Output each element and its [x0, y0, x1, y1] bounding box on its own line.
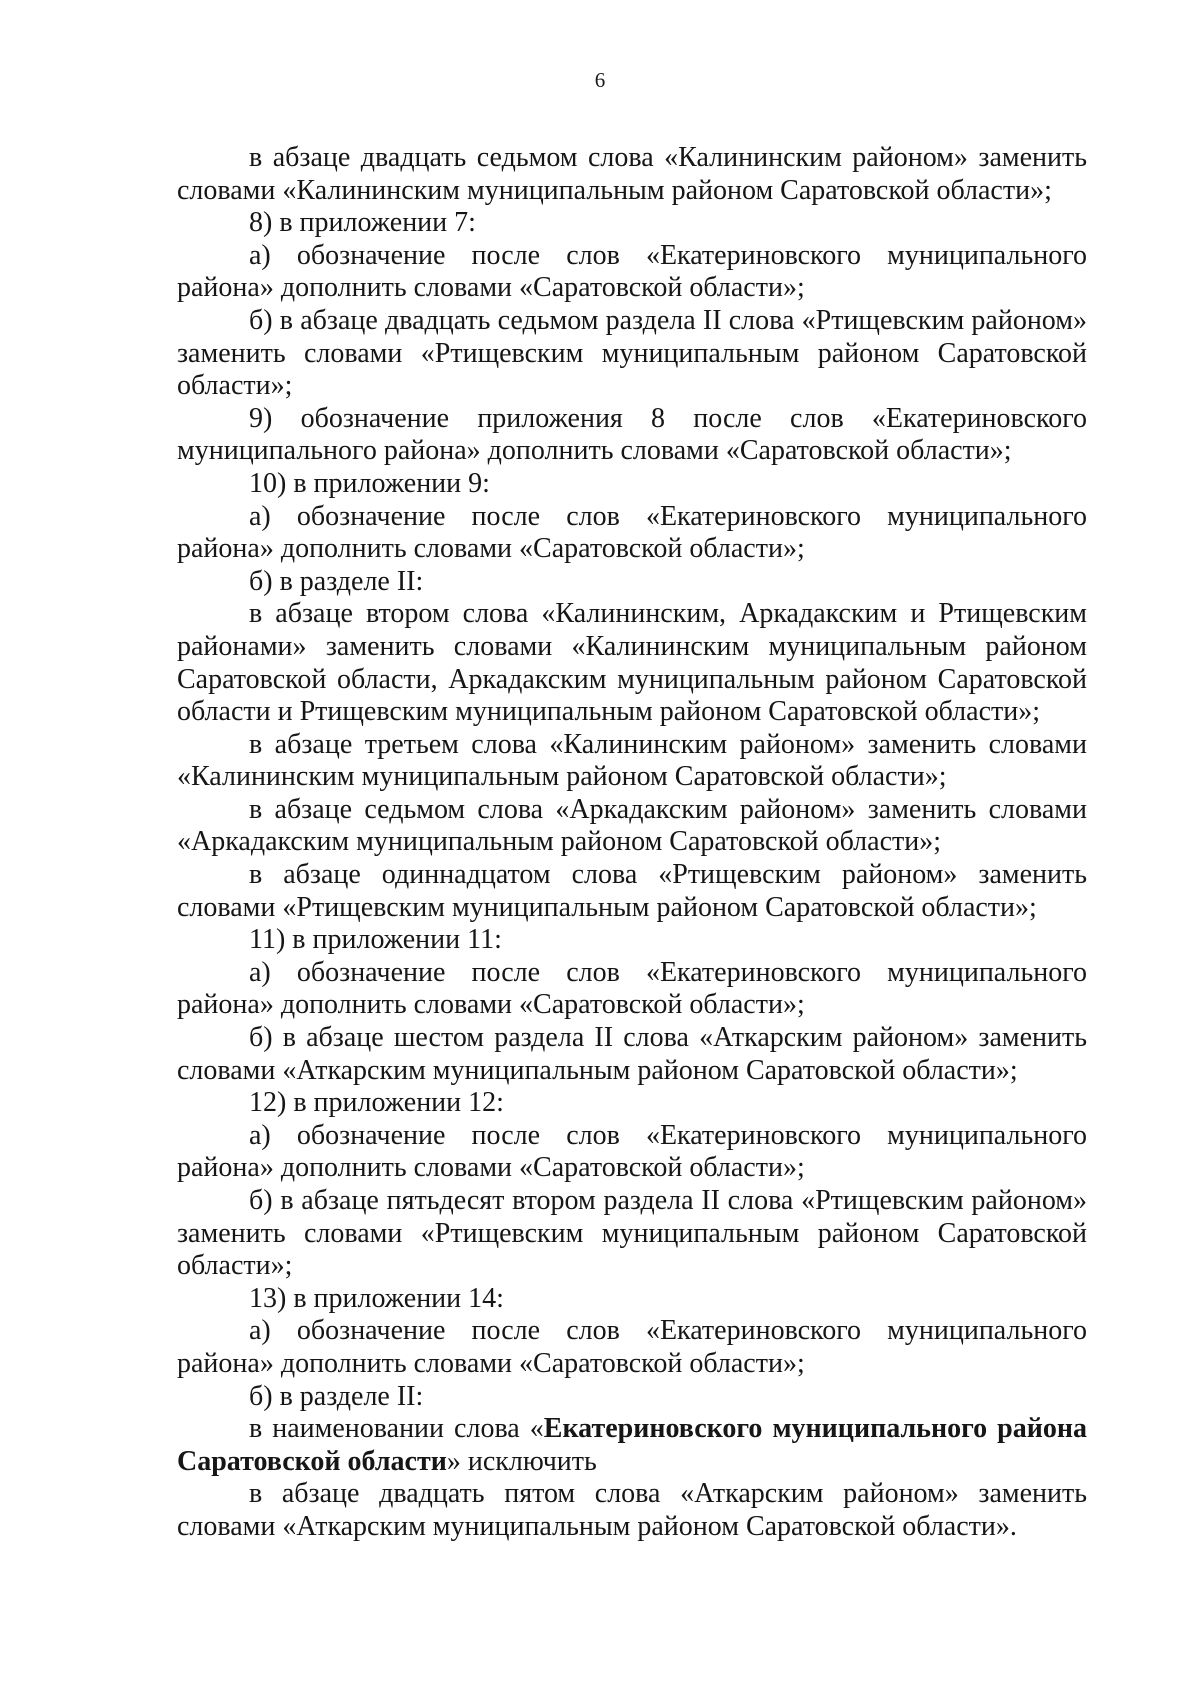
paragraph: б) в абзаце шестом раздела II слова «Аткарским районом» заменить словами «Аткарским муниципальным районом Саратовской области»;	[177, 1022, 1087, 1086]
paragraph: б) в разделе II:	[249, 565, 424, 597]
text-prefix: в наименовании слова «	[249, 1413, 544, 1445]
paragraph: 9) обозначение приложения 8 после слов «Екатериновского муниципального района» дополнить словами «Саратовской области»;	[177, 402, 1087, 467]
paragraph: в абзаце двадцать пятом слова «Аткарским районом» заменить словами «Аткарским муниципальным районом Саратовской области».	[177, 1478, 1087, 1542]
paragraph: б) в абзаце пятьдесят втором раздела II слова «Ртищевским районом» заменить словами «Ртищевским муниципальным районом Саратовской области»;	[177, 1185, 1087, 1282]
paragraph: а) обозначение после слов «Екатериновского муниципального района» дополнить словами «Саратовской области»;	[177, 956, 1087, 1021]
paragraph: б) в абзаце двадцать седьмом раздела II слова «Ртищевским районом» заменить словами «Ртищевским муниципальным районом Саратовской области»;	[177, 304, 1087, 402]
text-suffix: » исключить	[446, 1445, 597, 1477]
paragraph: а) обозначение после слов «Екатериновского муниципального района» дополнить словами «Саратовской области»;	[177, 500, 1087, 565]
page-number: 6	[594, 68, 606, 92]
paragraph: а) обозначение после слов «Екатериновского муниципального района» дополнить словами «Саратовской области»;	[177, 239, 1087, 304]
paragraph: в абзаце одиннадцатом слова «Ртищевским районом» заменить словами «Ртищевским муниципальным районом Саратовской области»;	[177, 859, 1087, 923]
paragraph: в абзаце седьмом слова «Аркадакским районом» заменить словами «Аркадакским муниципальным районом Саратовской области»;	[177, 793, 1087, 858]
paragraph: б) в разделе II:	[249, 1380, 424, 1412]
paragraph: 10) в приложении 9:	[249, 467, 490, 499]
paragraph: 12) в приложении 12:	[249, 1087, 504, 1119]
paragraph: 11) в приложении 11:	[249, 924, 502, 956]
paragraph-with-bold	[177, 1413, 1087, 1478]
paragraph: 13) в приложении 14:	[249, 1282, 504, 1314]
paragraph: в абзаце третьем слова «Калининским районом» заменить словами «Калининским муниципальным районом Саратовской области»;	[177, 728, 1087, 793]
paragraph: а) обозначение после слов «Екатериновского муниципального района» дополнить словами «Саратовской области»;	[177, 1315, 1087, 1379]
document-body	[177, 142, 1087, 1544]
paragraph: а) обозначение после слов «Екатериновского муниципального района» дополнить словами «Саратовской области»;	[177, 1119, 1087, 1184]
paragraph: 8) в приложении 7:	[249, 207, 476, 239]
bold-text: Екатериновского муниципального района Саратовской области	[177, 1413, 1087, 1477]
paragraph: в абзаце двадцать седьмом слова «Калининским районом» заменить словами «Калининским муниципальным районом Саратовской области»;	[177, 142, 1087, 206]
paragraph: в абзаце втором слова «Калининским, Аркадакским и Ртищевским районами» заменить словами «Калининским муниципальным районом Саратовской области, Аркадакским муниципальным районом Саратовской области и Ртищевским муниципальным районом Саратовской области»;	[177, 598, 1087, 728]
